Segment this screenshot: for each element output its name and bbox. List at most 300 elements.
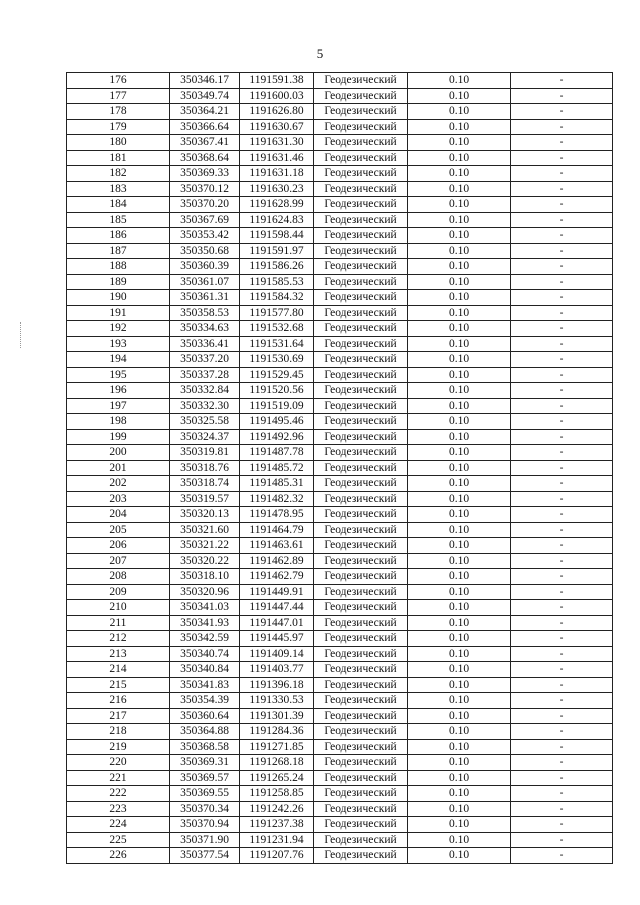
point-number-cell: 181 [67,150,170,166]
y-coordinate-cell: 1191598.44 [240,228,314,244]
note-cell: - [511,631,613,647]
x-coordinate-cell: 350340.74 [170,646,240,662]
method-cell: Геодезический [314,600,408,616]
y-coordinate-cell: 1191631.46 [240,150,314,166]
y-coordinate-cell: 1191301.39 [240,708,314,724]
note-cell: - [511,88,613,104]
y-coordinate-cell: 1191631.18 [240,166,314,182]
x-coordinate-cell: 350319.57 [170,491,240,507]
method-cell: Геодезический [314,693,408,709]
point-number-cell: 198 [67,414,170,430]
x-coordinate-cell: 350364.88 [170,724,240,740]
y-coordinate-cell: 1191409.14 [240,646,314,662]
x-coordinate-cell: 350320.13 [170,507,240,523]
x-coordinate-cell: 350337.20 [170,352,240,368]
note-cell: - [511,150,613,166]
table-row [67,522,613,538]
table-row [67,584,613,600]
method-cell: Геодезический [314,274,408,290]
x-coordinate-cell: 350321.60 [170,522,240,538]
point-number-cell: 193 [67,336,170,352]
method-cell: Геодезический [314,119,408,135]
point-number-cell: 188 [67,259,170,275]
point-number-cell: 186 [67,228,170,244]
table-row [67,73,613,89]
table-row [67,135,613,151]
note-cell: - [511,615,613,631]
point-number-cell: 183 [67,181,170,197]
table-row [67,367,613,383]
y-coordinate-cell: 1191530.69 [240,352,314,368]
y-coordinate-cell: 1191237.38 [240,817,314,833]
note-cell: - [511,569,613,585]
point-number-cell: 202 [67,476,170,492]
accuracy-cell: 0.10 [408,553,511,569]
accuracy-cell: 0.10 [408,646,511,662]
accuracy-cell: 0.10 [408,352,511,368]
x-coordinate-cell: 350321.22 [170,538,240,554]
x-coordinate-cell: 350319.81 [170,445,240,461]
method-cell: Геодезический [314,166,408,182]
table-row [67,166,613,182]
accuracy-cell: 0.10 [408,383,511,399]
point-number-cell: 224 [67,817,170,833]
accuracy-cell: 0.10 [408,166,511,182]
note-cell: - [511,817,613,833]
table-row [67,786,613,802]
method-cell: Геодезический [314,212,408,228]
note-cell: - [511,801,613,817]
point-number-cell: 187 [67,243,170,259]
y-coordinate-cell: 1191485.31 [240,476,314,492]
note-cell: - [511,73,613,89]
point-number-cell: 204 [67,507,170,523]
x-coordinate-cell: 350340.84 [170,662,240,678]
y-coordinate-cell: 1191584.32 [240,290,314,306]
accuracy-cell: 0.10 [408,569,511,585]
method-cell: Геодезический [314,460,408,476]
x-coordinate-cell: 350350.68 [170,243,240,259]
method-cell: Геодезический [314,429,408,445]
x-coordinate-cell: 350364.21 [170,104,240,120]
x-coordinate-cell: 350349.74 [170,88,240,104]
table-row [67,770,613,786]
y-coordinate-cell: 1191626.80 [240,104,314,120]
method-cell: Геодезический [314,507,408,523]
x-coordinate-cell: 350353.42 [170,228,240,244]
method-cell: Геодезический [314,801,408,817]
note-cell: - [511,646,613,662]
table-row [67,228,613,244]
note-cell: - [511,119,613,135]
table-row [67,352,613,368]
x-coordinate-cell: 350320.96 [170,584,240,600]
note-cell: - [511,739,613,755]
method-cell: Геодезический [314,305,408,321]
note-cell: - [511,600,613,616]
accuracy-cell: 0.10 [408,73,511,89]
method-cell: Геодезический [314,259,408,275]
point-number-cell: 221 [67,770,170,786]
accuracy-cell: 0.10 [408,662,511,678]
point-number-cell: 196 [67,383,170,399]
accuracy-cell: 0.10 [408,848,511,864]
note-cell: - [511,274,613,290]
accuracy-cell: 0.10 [408,150,511,166]
accuracy-cell: 0.10 [408,228,511,244]
note-cell: - [511,104,613,120]
x-coordinate-cell: 350346.17 [170,73,240,89]
note-cell: - [511,786,613,802]
table-row [67,755,613,771]
accuracy-cell: 0.10 [408,104,511,120]
table-row [67,119,613,135]
y-coordinate-cell: 1191485.72 [240,460,314,476]
point-number-cell: 184 [67,197,170,213]
y-coordinate-cell: 1191463.61 [240,538,314,554]
note-cell: - [511,848,613,864]
table-row [67,336,613,352]
table-row [67,708,613,724]
point-number-cell: 182 [67,166,170,182]
note-cell: - [511,553,613,569]
x-coordinate-cell: 350342.59 [170,631,240,647]
table-row [67,197,613,213]
y-coordinate-cell: 1191447.01 [240,615,314,631]
method-cell: Геодезический [314,228,408,244]
y-coordinate-cell: 1191519.09 [240,398,314,414]
method-cell: Геодезический [314,662,408,678]
y-coordinate-cell: 1191447.44 [240,600,314,616]
x-coordinate-cell: 350377.54 [170,848,240,864]
note-cell: - [511,290,613,306]
table-row [67,290,613,306]
accuracy-cell: 0.10 [408,832,511,848]
method-cell: Геодезический [314,181,408,197]
method-cell: Геодезический [314,739,408,755]
accuracy-cell: 0.10 [408,476,511,492]
x-coordinate-cell: 350370.20 [170,197,240,213]
note-cell: - [511,197,613,213]
note-cell: - [511,228,613,244]
method-cell: Геодезический [314,538,408,554]
point-number-cell: 203 [67,491,170,507]
accuracy-cell: 0.10 [408,631,511,647]
y-coordinate-cell: 1191520.56 [240,383,314,399]
accuracy-cell: 0.10 [408,336,511,352]
y-coordinate-cell: 1191265.24 [240,770,314,786]
note-cell: - [511,367,613,383]
method-cell: Геодезический [314,817,408,833]
accuracy-cell: 0.10 [408,212,511,228]
accuracy-cell: 0.10 [408,739,511,755]
point-number-cell: 208 [67,569,170,585]
point-number-cell: 177 [67,88,170,104]
accuracy-cell: 0.10 [408,724,511,740]
accuracy-cell: 0.10 [408,786,511,802]
table-row [67,321,613,337]
method-cell: Геодезический [314,677,408,693]
page-number: 5 [316,46,324,61]
point-number-cell: 195 [67,367,170,383]
accuracy-cell: 0.10 [408,801,511,817]
y-coordinate-cell: 1191585.53 [240,274,314,290]
table-row [67,243,613,259]
table-row [67,677,613,693]
point-number-cell: 217 [67,708,170,724]
note-cell: - [511,507,613,523]
y-coordinate-cell: 1191258.85 [240,786,314,802]
method-cell: Геодезический [314,414,408,430]
y-coordinate-cell: 1191445.97 [240,631,314,647]
point-number-cell: 213 [67,646,170,662]
note-cell: - [511,491,613,507]
note-cell: - [511,677,613,693]
table-row [67,414,613,430]
method-cell: Геодезический [314,476,408,492]
point-number-cell: 192 [67,321,170,337]
y-coordinate-cell: 1191631.30 [240,135,314,151]
table-row [67,662,613,678]
x-coordinate-cell: 350318.10 [170,569,240,585]
point-number-cell: 211 [67,615,170,631]
y-coordinate-cell: 1191487.78 [240,445,314,461]
table-row [67,507,613,523]
point-number-cell: 218 [67,724,170,740]
y-coordinate-cell: 1191268.18 [240,755,314,771]
y-coordinate-cell: 1191462.89 [240,553,314,569]
x-coordinate-cell: 350332.84 [170,383,240,399]
x-coordinate-cell: 350367.69 [170,212,240,228]
y-coordinate-cell: 1191600.03 [240,88,314,104]
point-number-cell: 205 [67,522,170,538]
accuracy-cell: 0.10 [408,507,511,523]
note-cell: - [511,832,613,848]
x-coordinate-cell: 350337.28 [170,367,240,383]
table-row [67,646,613,662]
x-coordinate-cell: 350324.37 [170,429,240,445]
point-number-cell: 176 [67,73,170,89]
x-coordinate-cell: 350360.64 [170,708,240,724]
accuracy-cell: 0.10 [408,584,511,600]
table-row [67,631,613,647]
accuracy-cell: 0.10 [408,181,511,197]
point-number-cell: 225 [67,832,170,848]
table-row [67,88,613,104]
y-coordinate-cell: 1191532.68 [240,321,314,337]
table-row [67,104,613,120]
method-cell: Геодезический [314,383,408,399]
method-cell: Геодезический [314,197,408,213]
table-row [67,600,613,616]
x-coordinate-cell: 350369.33 [170,166,240,182]
accuracy-cell: 0.10 [408,274,511,290]
note-cell: - [511,414,613,430]
note-cell: - [511,460,613,476]
method-cell: Геодезический [314,243,408,259]
table-row [67,693,613,709]
table-row [67,538,613,554]
note-cell: - [511,135,613,151]
x-coordinate-cell: 350370.12 [170,181,240,197]
method-cell: Геодезический [314,553,408,569]
accuracy-cell: 0.10 [408,367,511,383]
note-cell: - [511,693,613,709]
accuracy-cell: 0.10 [408,445,511,461]
accuracy-cell: 0.10 [408,429,511,445]
method-cell: Геодезический [314,708,408,724]
accuracy-cell: 0.10 [408,817,511,833]
method-cell: Геодезический [314,615,408,631]
accuracy-cell: 0.10 [408,770,511,786]
y-coordinate-cell: 1191630.23 [240,181,314,197]
table-row [67,460,613,476]
method-cell: Геодезический [314,398,408,414]
y-coordinate-cell: 1191529.45 [240,367,314,383]
note-cell: - [511,166,613,182]
x-coordinate-cell: 350369.55 [170,786,240,802]
accuracy-cell: 0.10 [408,88,511,104]
method-cell: Геодезический [314,522,408,538]
accuracy-cell: 0.10 [408,522,511,538]
table-row [67,817,613,833]
note-cell: - [511,336,613,352]
accuracy-cell: 0.10 [408,243,511,259]
method-cell: Геодезический [314,150,408,166]
point-number-cell: 180 [67,135,170,151]
method-cell: Геодезический [314,88,408,104]
accuracy-cell: 0.10 [408,398,511,414]
x-coordinate-cell: 350341.93 [170,615,240,631]
method-cell: Геодезический [314,352,408,368]
accuracy-cell: 0.10 [408,321,511,337]
method-cell: Геодезический [314,631,408,647]
x-coordinate-cell: 350361.31 [170,290,240,306]
point-number-cell: 212 [67,631,170,647]
accuracy-cell: 0.10 [408,305,511,321]
point-number-cell: 220 [67,755,170,771]
point-number-cell: 216 [67,693,170,709]
y-coordinate-cell: 1191207.76 [240,848,314,864]
y-coordinate-cell: 1191242.26 [240,801,314,817]
x-coordinate-cell: 350318.74 [170,476,240,492]
y-coordinate-cell: 1191284.36 [240,724,314,740]
accuracy-cell: 0.10 [408,414,511,430]
point-number-cell: 200 [67,445,170,461]
point-number-cell: 214 [67,662,170,678]
x-coordinate-cell: 350318.76 [170,460,240,476]
table-row [67,150,613,166]
method-cell: Геодезический [314,321,408,337]
table-row [67,724,613,740]
x-coordinate-cell: 350360.39 [170,259,240,275]
method-cell: Геодезический [314,73,408,89]
table-row [67,259,613,275]
note-cell: - [511,662,613,678]
accuracy-cell: 0.10 [408,290,511,306]
y-coordinate-cell: 1191577.80 [240,305,314,321]
accuracy-cell: 0.10 [408,259,511,275]
point-number-cell: 222 [67,786,170,802]
method-cell: Геодезический [314,832,408,848]
table-row [67,305,613,321]
accuracy-cell: 0.10 [408,491,511,507]
y-coordinate-cell: 1191492.96 [240,429,314,445]
method-cell: Геодезический [314,848,408,864]
note-cell: - [511,770,613,786]
x-coordinate-cell: 350361.07 [170,274,240,290]
table-row [67,801,613,817]
method-cell: Геодезический [314,755,408,771]
point-number-cell: 210 [67,600,170,616]
x-coordinate-cell: 350368.64 [170,150,240,166]
x-coordinate-cell: 350325.58 [170,414,240,430]
x-coordinate-cell: 350370.34 [170,801,240,817]
y-coordinate-cell: 1191586.26 [240,259,314,275]
accuracy-cell: 0.10 [408,600,511,616]
point-number-cell: 190 [67,290,170,306]
point-number-cell: 223 [67,801,170,817]
y-coordinate-cell: 1191464.79 [240,522,314,538]
table-row [67,212,613,228]
point-number-cell: 197 [67,398,170,414]
y-coordinate-cell: 1191231.94 [240,832,314,848]
point-number-cell: 215 [67,677,170,693]
point-number-cell: 201 [67,460,170,476]
method-cell: Геодезический [314,491,408,507]
accuracy-cell: 0.10 [408,197,511,213]
accuracy-cell: 0.10 [408,119,511,135]
note-cell: - [511,181,613,197]
coordinates-table-body [67,73,613,864]
x-coordinate-cell: 350371.90 [170,832,240,848]
method-cell: Геодезический [314,135,408,151]
accuracy-cell: 0.10 [408,460,511,476]
accuracy-cell: 0.10 [408,708,511,724]
accuracy-cell: 0.10 [408,135,511,151]
table-row [67,848,613,864]
table-row [67,398,613,414]
point-number-cell: 194 [67,352,170,368]
x-coordinate-cell: 350367.41 [170,135,240,151]
y-coordinate-cell: 1191403.77 [240,662,314,678]
y-coordinate-cell: 1191462.79 [240,569,314,585]
x-coordinate-cell: 350368.58 [170,739,240,755]
note-cell: - [511,476,613,492]
point-number-cell: 178 [67,104,170,120]
accuracy-cell: 0.10 [408,615,511,631]
y-coordinate-cell: 1191478.95 [240,507,314,523]
point-number-cell: 189 [67,274,170,290]
point-number-cell: 226 [67,848,170,864]
x-coordinate-cell: 350320.22 [170,553,240,569]
x-coordinate-cell: 350369.31 [170,755,240,771]
point-number-cell: 179 [67,119,170,135]
coordinates-table [66,72,613,864]
method-cell: Геодезический [314,724,408,740]
point-number-cell: 207 [67,553,170,569]
note-cell: - [511,383,613,399]
table-row [67,553,613,569]
x-coordinate-cell: 350332.30 [170,398,240,414]
x-coordinate-cell: 350341.83 [170,677,240,693]
y-coordinate-cell: 1191271.85 [240,739,314,755]
note-cell: - [511,429,613,445]
method-cell: Геодезический [314,445,408,461]
note-cell: - [511,755,613,771]
point-number-cell: 191 [67,305,170,321]
note-cell: - [511,522,613,538]
